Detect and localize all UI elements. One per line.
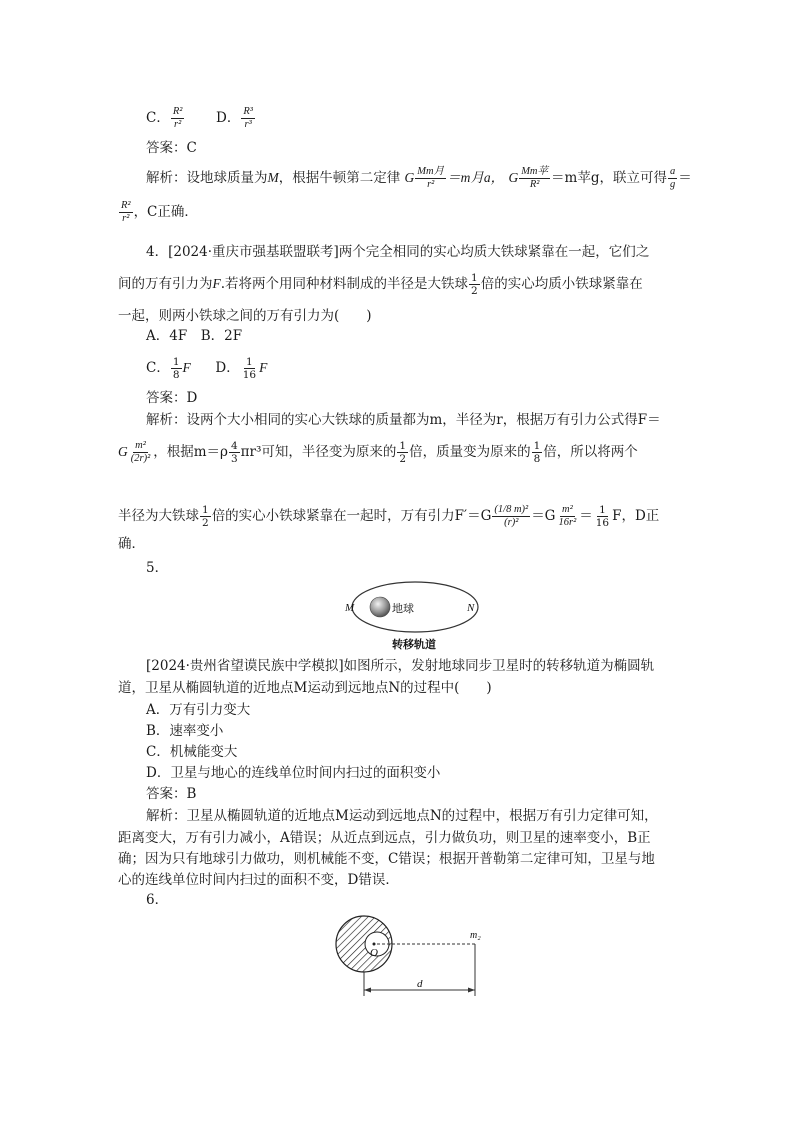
q5-option-c: C．机械能变大 [146,744,238,760]
q4-stem-line2: 间的万有引力为F.若将两个用同种材料制成的半径是大铁球 $\frac{1}{2}$ 倍的实心均质小铁球紧靠在 [118,272,643,297]
point-N-label: N [467,602,475,614]
earth-ball [370,597,390,617]
orbit-caption: 转移轨道 [392,639,436,651]
q4-stem-line1: 4．[2024·重庆市强基联盟联考]两个完全相同的实心均质大铁球紧靠在一起，它们之 [146,244,650,260]
transfer-orbit-figure [340,580,490,652]
q5-answer: 答案：B [146,786,197,802]
q4-analysis-line3: 半径为大铁球 $\frac{1}{2}$ 倍的实心小铁球紧靠在一起时，万有引力F′＝G $\frac{\text{(1/8 m)²}}{\text{(r)²}}$ ＝G $\frac{\text{m²}}{\text{16r²}}$ ＝ $\frac{1}{16}$ F，D正 [118,504,660,529]
q6-number: 6． [146,892,169,908]
dimension-left-arrow [364,988,371,993]
center-O-label: O [370,947,378,959]
distance-d-label: d [417,978,423,990]
m2-label: m₂ [470,930,481,941]
center-point [373,943,376,946]
q4-analysis-line1: 解析：设两个大小相同的实心大铁球的质量都为m，半径为r，根据万有引力公式得F＝ [146,412,661,428]
q3-analysis-line1: 解析：设地球质量为M，根据牛顿第二定律 G $\frac{\text{Mm月}}{\text{r²}}$ ＝m月a， G $\frac{\text{Mm苹}}{\text{R²}}$ ＝m苹g，联立可得 $\frac{a}{g}$ ＝ [146,166,692,190]
q5-analysis-line1: 解析：卫星从椭圆轨道的近地点M运动到远地点N的过程中，根据万有引力定律可知， [146,808,658,824]
q4-options-ab: A．4F B．2F [146,328,243,344]
dimension-right-arrow [468,988,475,993]
q5-analysis-line3: 确；因为只有地球引力做功，则机械能不变，C错误；根据开普勒第二定律可知，卫星与地 [118,851,655,867]
q5-analysis-line2: 距离变大，万有引力减小，A错误；从近点到远点，引力做负功，则卫星的速率变小，B正 [118,830,651,846]
q4-options-cd: C． $\frac{1}{8}$ F D． $\frac{1}{16}$ F [146,356,268,381]
q3-analysis-line2: $\frac{\text{R²}}{\text{r²}}$ ，C正确． [121,200,198,224]
q4-answer: 答案：D [146,390,198,406]
point-M-label: M [345,602,355,614]
q5-stem-line2: 道，卫星从椭圆轨道的近地点M运动到远地点N的过程中( ) [118,680,492,696]
q5-stem-line1: [2024·贵州省望谟民族中学模拟]如图所示，发射地球同步卫星时的转移轨道为椭圆轨 [146,658,655,674]
q5-option-d: D．卫星与地心的连线单位时间内扫过的面积变小 [146,765,441,781]
hollow-sphere-figure [330,912,490,1004]
q5-option-a: A．万有引力变大 [146,702,251,718]
q5-option-b: B．速率变小 [146,723,224,739]
earth-label: 地球 [392,603,414,615]
q5-number: 5． [146,560,169,576]
q3-options-cd: C． $\frac{\text{R²}}{\text{r²}}$ D． $\frac{\text{R³}}{\text{r³}}$ [146,106,253,130]
q5-analysis-line4: 心的连线单位时间内扫过的面积不变，D错误． [118,872,399,888]
q4-stem-line3: 一起，则两小铁球之间的万有引力为( ) [118,308,372,324]
q3-answer: 答案：C [146,140,197,156]
q4-analysis-line4: 确． [118,536,145,552]
q4-analysis-line2: G $\frac{\text{m²}}{\text{(2r)²}}$ ，根据m＝ρ $\frac{4}{3}$ πr³可知，半径变为原来的 $\frac{1}{2}$ 倍，质量变为原来的 $\frac{1}{8}$ 倍，所以将两个 [118,440,638,465]
